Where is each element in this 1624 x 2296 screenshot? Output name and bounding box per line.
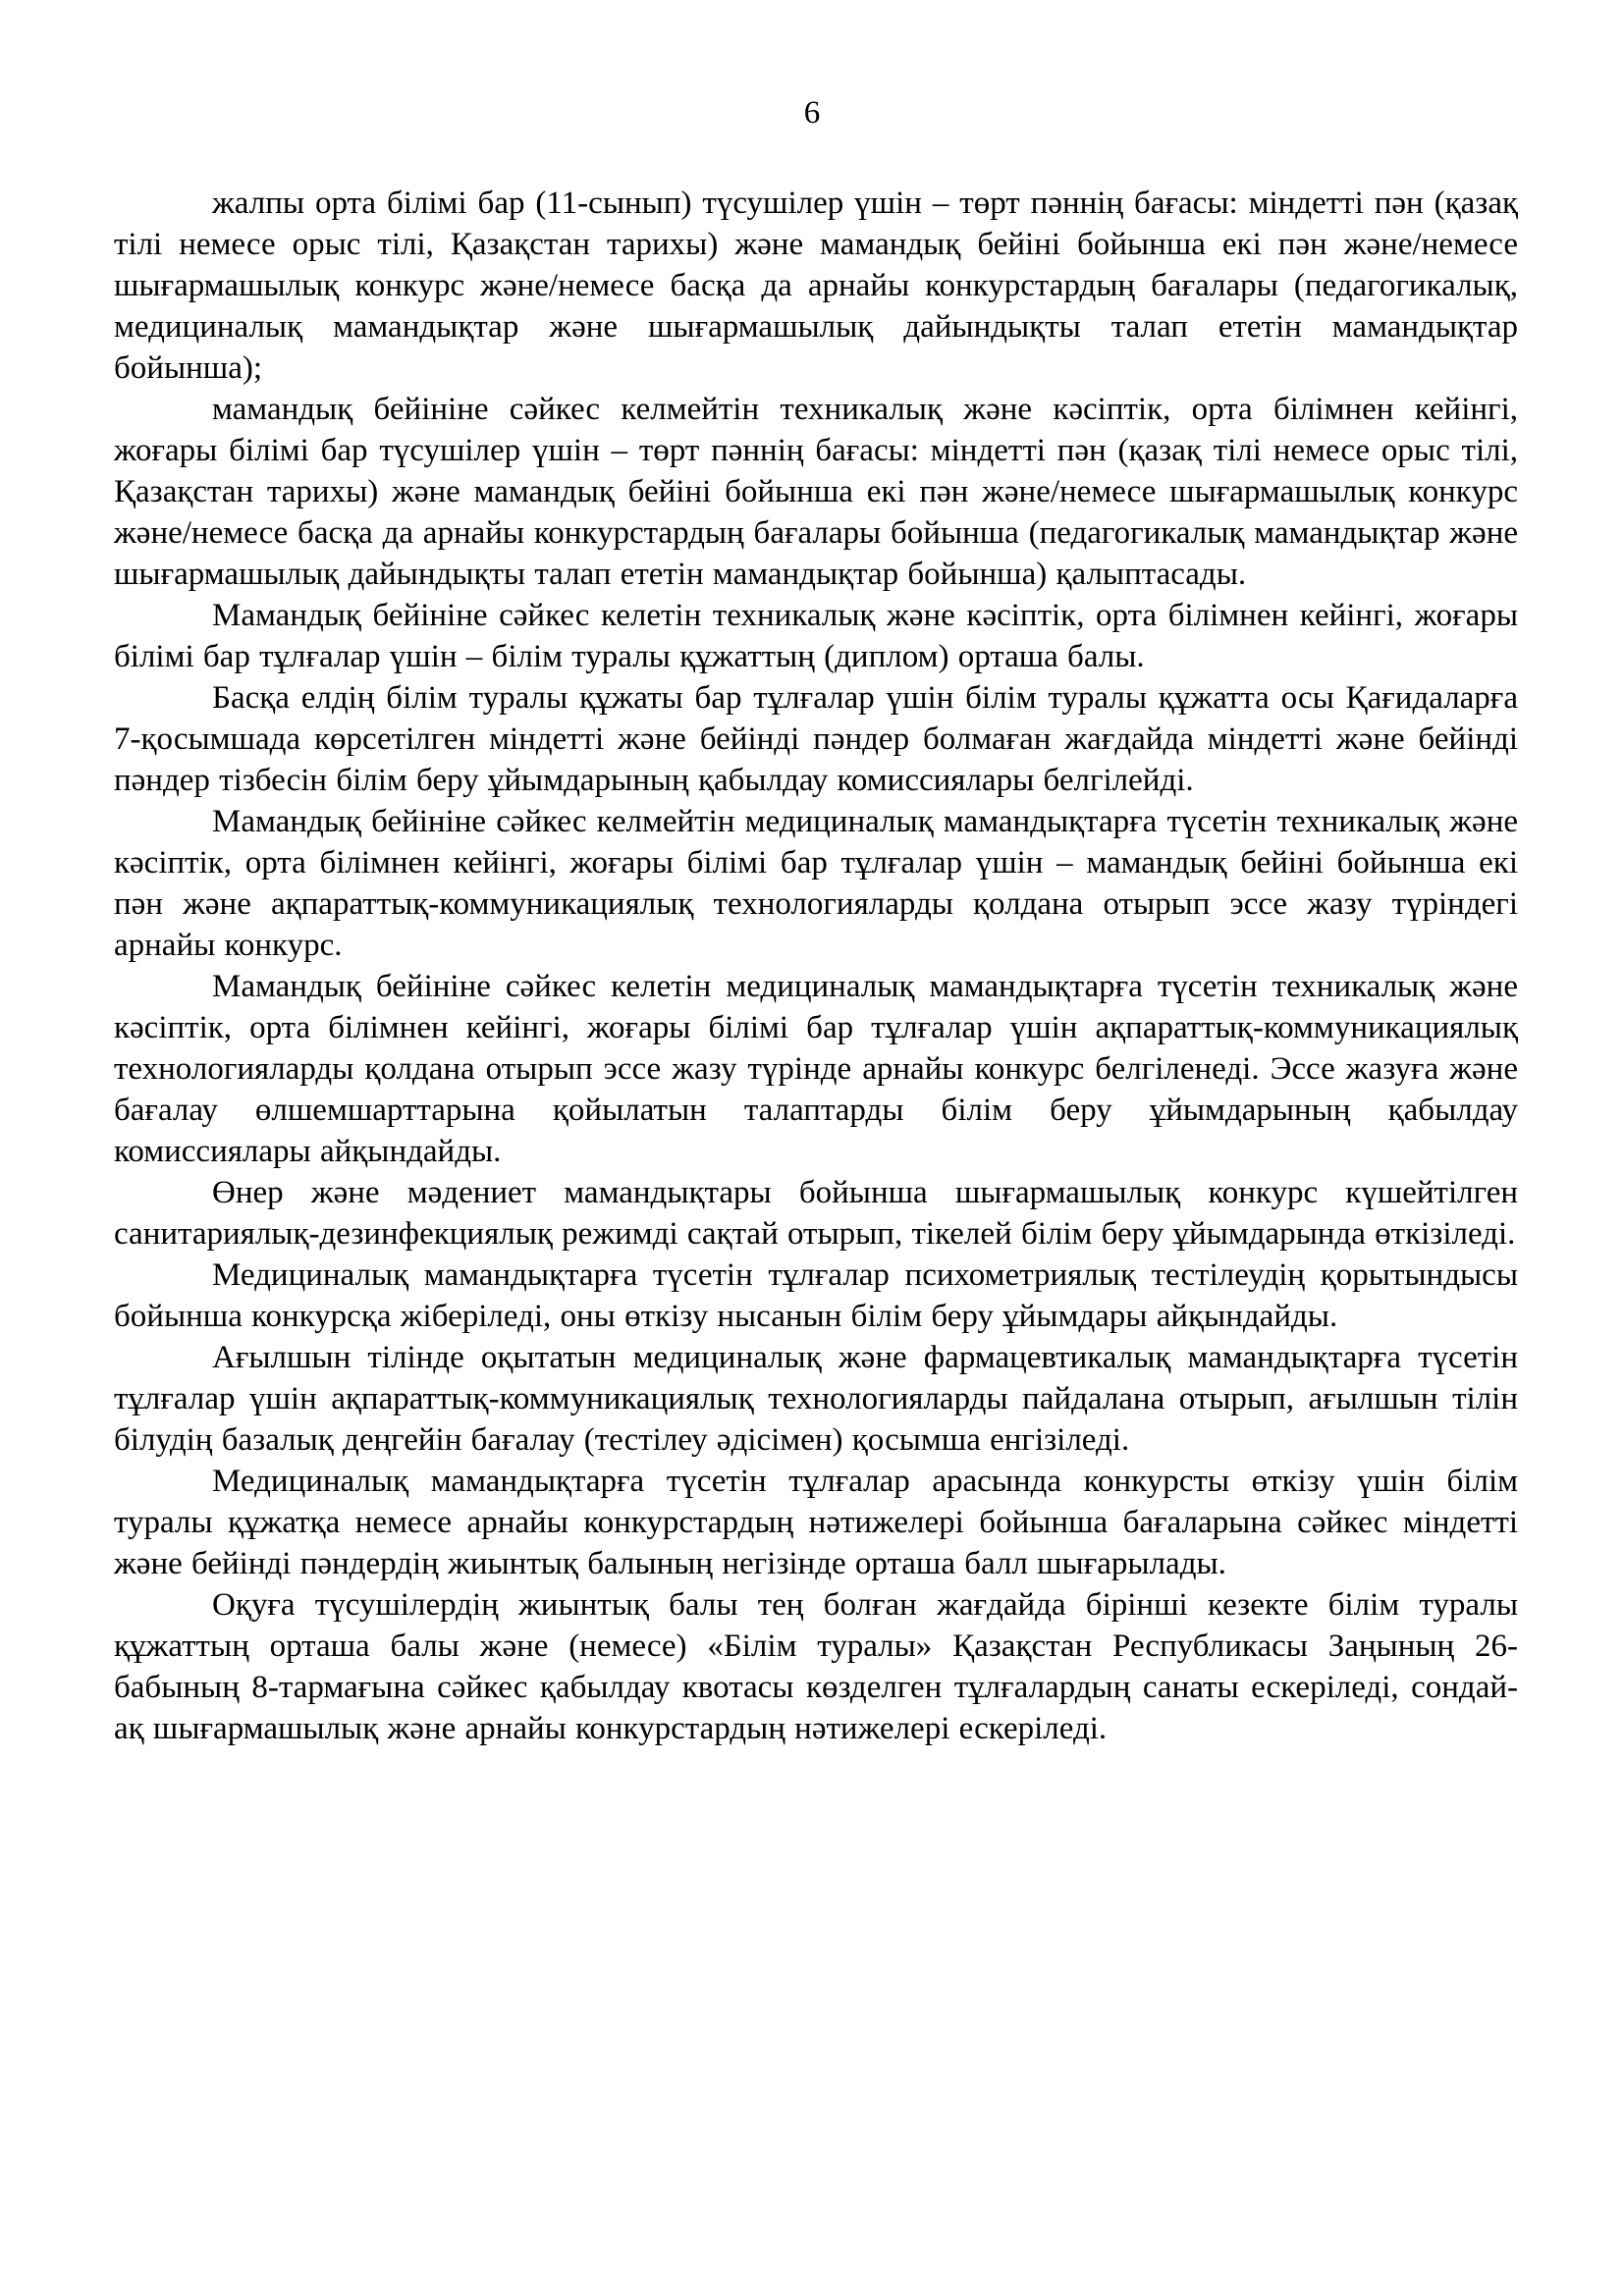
paragraph-8: Медициналық мамандықтарға түсетін тұлғалар психометриялық тестілеудің қорытындысы бойынша конкурсқа жіберіледі, оны өткізу нысанын білім беру ұйымдары айқындайды. [114,1257,1518,1334]
paragraph-10: Медициналық мамандықтарға түсетін тұлғалар арасында конкурсты өткізу үшін білім туралы құжатқа немесе арнайы конкурстардың нәтижелері бойынша бағаларына сәйкес міндетті және бейінді пәндердің жиынтық балының негізінде орташа балл шығарылады. [114,1464,1518,1581]
paragraph-4: Басқа елдің білім туралы құжаты бар тұлғалар үшін білім туралы құжатта осы Қағидаларға 7-қосымшада көрсетілген міндетті және бейінді пәндер болмаған жағдайда міндетті және бейінді пәндер тізбесін білім беру ұйымдарының қабылдау комиссиялары белгілейді. [114,680,1518,798]
paragraph-3: Мамандық бейініне сәйкес келетін техникалық және кәсіптік, орта білімнен кейінгі, жоғары білімі бар тұлғалар үшін – білім туралы құжаттың (диплом) орташа балы. [114,598,1518,674]
paragraph-7: Өнер және мәдениет мамандықтары бойынша шығармашылық конкурс күшейтілген санитариялық-дезинфекциялық режимді сақтай отырып, тікелей білім беру ұйымдарында өткізіледі. [114,1175,1518,1252]
page-number: 6 [803,95,821,131]
paragraph-5: Мамандық бейініне сәйкес келмейтін медициналық мамандықтарға түсетін техникалық және кәсіптік, орта білімнен кейінгі, жоғары білімі бар тұлғалар үшін – мамандық бейіні бойынша екі пән және ақпараттық-коммуникациялық технологияларды қолдана отырып эссе жазу түріндегі арнайы конкурс. [114,804,1518,963]
paragraph-1: жалпы орта білімі бар (11-сынып) түсушілер үшін – төрт пәннің бағасы: міндетті пән (қазақ тілі немесе орыс тілі, Қазақстан тарихы) және мамандық бейіні бойынша екі пән және/немесе шығармашылық конкурс және/немесе басқа да арнайы конкурстардың бағалары (педагогикалық, медициналық мамандықтар және шығармашылық дайындықты талап ететін мамандықтар бойынша); [114,186,1518,386]
paragraph-11: Оқуға түсушілердің жиынтық балы тең болған жағдайда бірінші кезекте білім туралы құжаттың орташа балы және (немесе) «Білім туралы» Қазақстан Республикасы Заңының 26-бабының 8-тармағына сәйкес қабылдау квотасы көзделген тұлғалардың санаты ескеріледі, сондай-ақ шығармашылық және арнайы конкурстардың нәтижелері ескеріледі. [114,1587,1518,1746]
paragraph-6: Мамандық бейініне сәйкес келетін медициналық мамандықтарға түсетін техникалық және кәсіптік, орта білімнен кейінгі, жоғары білімі бар тұлғалар үшін ақпараттық-коммуникациялық технологияларды қолдана отырып эссе жазу түрінде арнайы конкурс белгіленеді. Эссе жазуға және бағалау өлшемшарттарына қойылатын талаптарды білім беру ұйымдарының қабылдау комиссиялары айқындайды. [114,969,1518,1169]
paragraph-2: мамандық бейініне сәйкес келмейтін техникалық және кәсіптік, орта білімнен кейінгі, жоғары білімі бар түсушілер үшін – төрт пәннің бағасы: міндетті пән (қазақ тілі немесе орыс тілі, Қазақстан тарихы) және мамандық бейіні бойынша екі пән және/немесе шығармашылық конкурс және/немесе басқа да арнайы конкурстардың бағалары бойынша (педагогикалық мамандықтар және шығармашылық дайындықты талап ететін мамандықтар бойынша) қалыптасады. [114,392,1518,592]
paragraph-9: Ағылшын тілінде оқытатын медициналық және фармацевтикалық мамандықтарға түсетін тұлғалар үшін ақпараттық-коммуникациялық технологияларды пайдалана отырып, ағылшын тілін білудің базалық деңгейін бағалау (тестілеу әдісімен) қосымша енгізіледі. [114,1340,1518,1458]
document-body [0,132,1624,1749]
